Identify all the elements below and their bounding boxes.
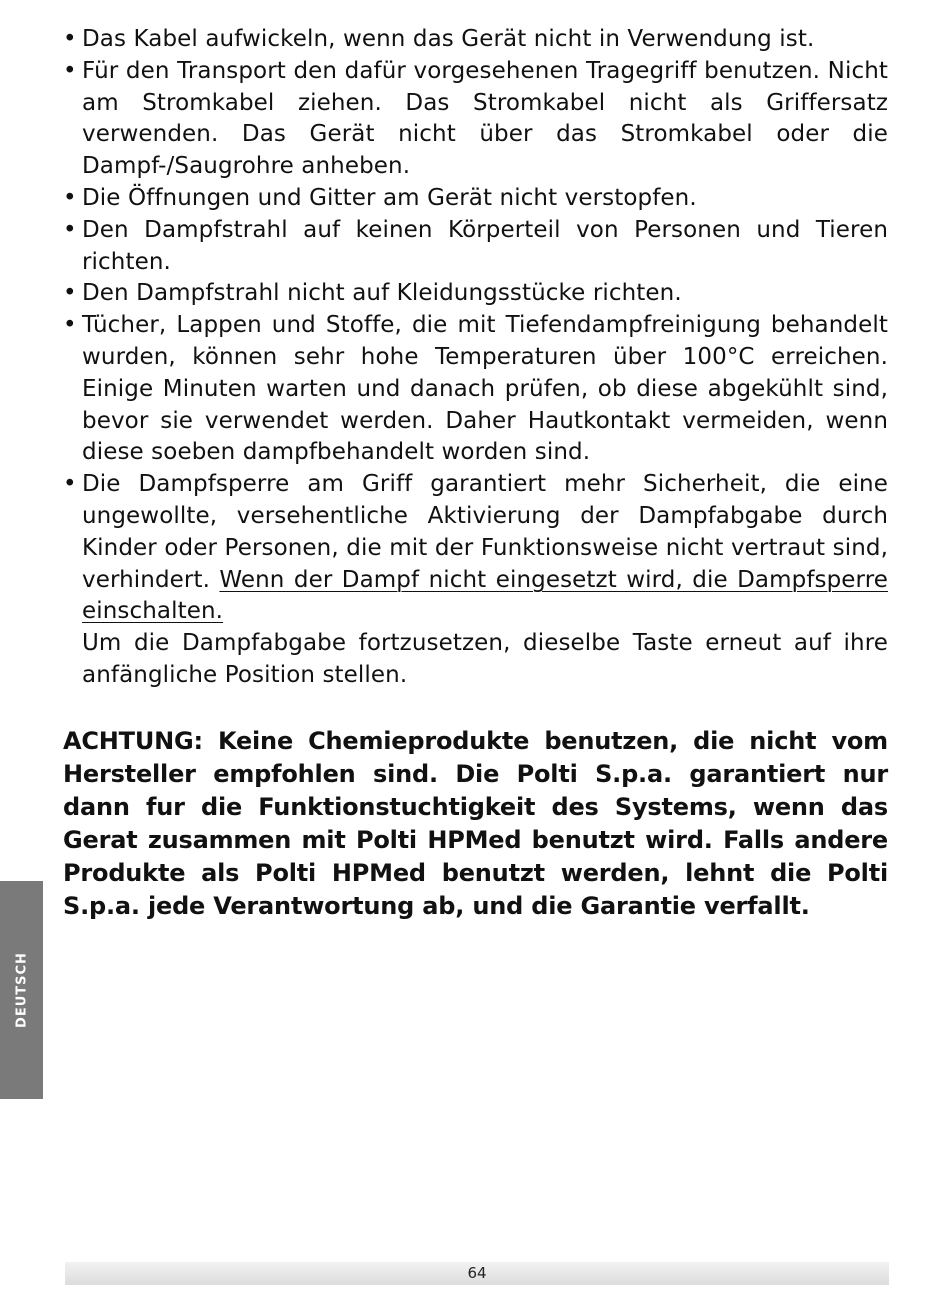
list-item-text: Den Dampfstrahl nicht auf Kleidungsstücke richten. — [82, 280, 682, 307]
list-item — [63, 310, 888, 469]
bullet-icon: • — [63, 26, 77, 52]
bullet-icon: • — [63, 471, 77, 498]
bullet-icon: • — [63, 312, 77, 339]
bullet-icon: • — [63, 57, 77, 84]
list-item — [63, 183, 888, 215]
footer-bar — [65, 1262, 889, 1285]
list-item-continuation: Um die Dampfabgabe fortzusetzen, dieselbe Taste erneut auf ihre anfängliche Position stellen. — [82, 630, 888, 688]
list-item-text: Tücher, Lappen und Stoffe, die mit Tiefendampfreinigung behandelt wurden, können sehr hohe Temperaturen über 100°C erreichen. Einige Minuten warten und danach prüfen, ob diese abgekühlt sind, bevor sie verwendet werden. Daher Hautkontakt vermeiden, wenn diese soeben dampfbehandelt worden sind. — [82, 312, 888, 466]
language-side-tab — [0, 881, 43, 1099]
list-item — [63, 24, 888, 56]
warning-paragraph: ACHTUNG: Keine Chemieprodukte benutzen, die nicht vom Hersteller empfohlen sind. Die Polti S.p.a. garantiert nur dann fur die Funktionstuchtigkeit des Systems, wenn das Gerat zusammen mit Polti HPMed benutzt wird. Falls andere Produkte als Polti HPMed benutzt werden, lehnt die Polti S.p.a. jede Verantwortung ab, und die Garantie verfallt. — [63, 726, 888, 920]
bullet-icon: • — [63, 280, 77, 307]
list-item-text: Das Kabel aufwickeln, wenn das Gerät nicht in Verwendung ist. — [82, 26, 815, 52]
underlined-instruction: Wenn der Dampf nicht eingesetzt wird, die Dampfsperre einschalten. — [82, 566, 888, 625]
list-item-text: Die Dampfsperre am Griff garantiert mehr Sicherheit, die eine ungewollte, versehentliche Aktivierung der Dampfabgabe durch Kinder oder Personen, die mit der Funktionsweise nicht vertraut sind, verhindert. — [82, 471, 888, 593]
page-content — [63, 24, 888, 923]
side-tab-label: DEUTSCH — [14, 952, 29, 1028]
list-item — [63, 469, 888, 692]
list-item — [63, 278, 888, 310]
list-item — [63, 56, 888, 183]
page-number: 64 — [467, 1264, 487, 1282]
bullet-icon: • — [63, 184, 77, 211]
list-item-text: Für den Transport den dafür vorgesehenen Tragegriff benutzen. Nicht am Stromkabel ziehen. Das Stromkabel nicht als Griffersatz verwenden. Das Gerät nicht über das Stromkabel oder die Dampf-/Saugrohre anheben. — [82, 57, 888, 180]
list-item — [63, 215, 888, 279]
safety-instructions-list — [63, 24, 888, 692]
bullet-icon: • — [63, 216, 77, 243]
list-item-text: Die Öffnungen und Gitter am Gerät nicht verstopfen. — [82, 184, 697, 211]
list-item-text: Den Dampfstrahl auf keinen Körperteil von Personen und Tieren richten. — [82, 216, 888, 275]
